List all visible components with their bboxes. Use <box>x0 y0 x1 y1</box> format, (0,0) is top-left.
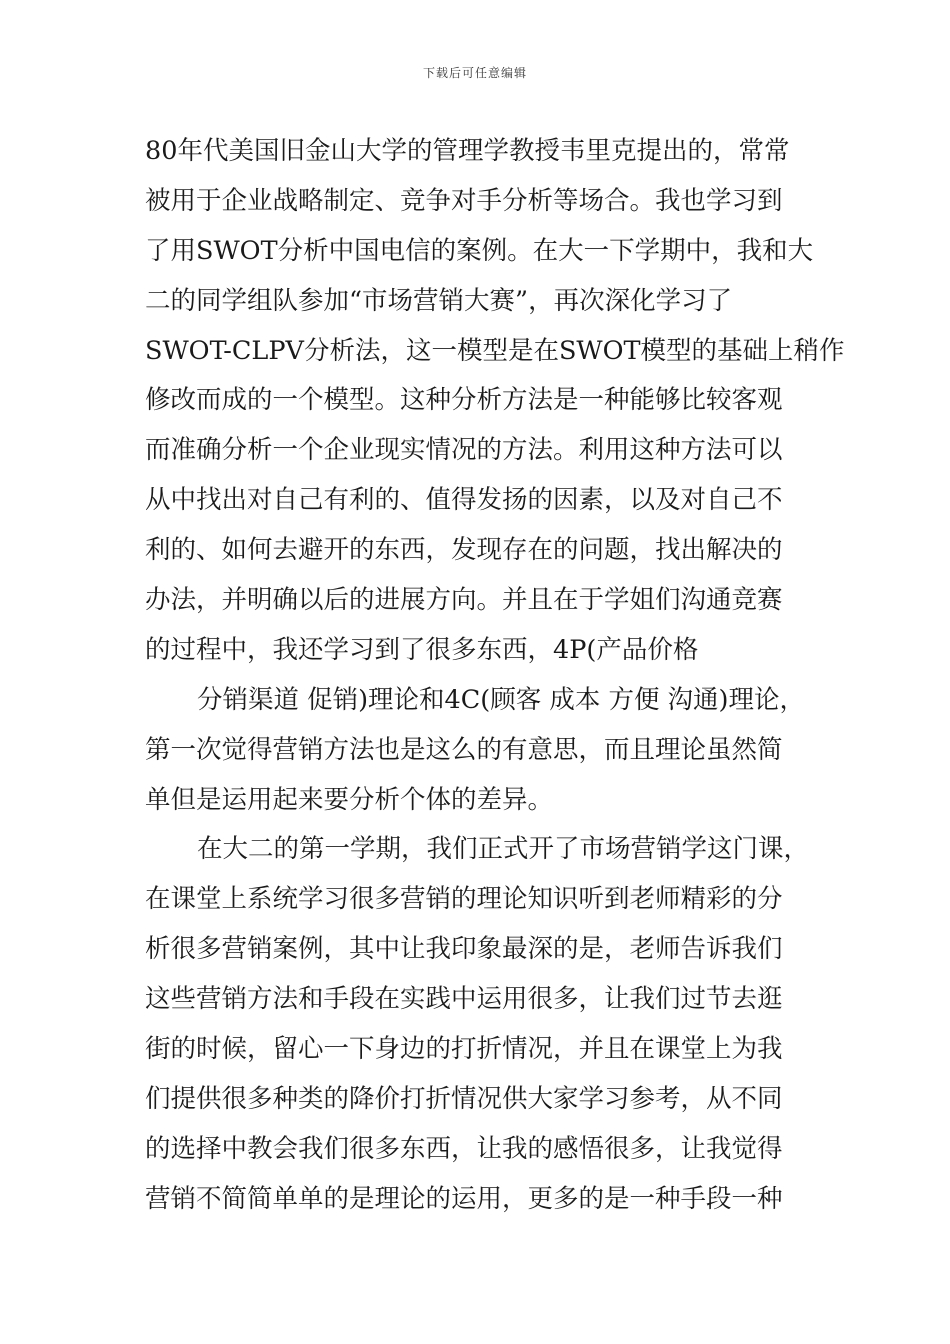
text-line: 办法，并明确以后的进展方向。并且在于学姐们沟通竞赛 <box>145 585 783 616</box>
text-line: 在课堂上系统学习很多营销的理论知识听到老师精彩的分 <box>145 884 783 915</box>
text-line: 被用于企业战略制定、竞争对手分析等场合。我也学习到 <box>145 185 783 216</box>
document-body <box>145 127 845 1225</box>
text-line: 街的时候，留心一下身边的打折情况，并且在课堂上为我 <box>145 1034 783 1065</box>
text-line: 从中找出对自己有利的、值得发扬的因素，以及对自己不 <box>145 485 783 516</box>
text-line: SWOT-CLPV分析法，这一模型是在SWOT模型的基础上稍作 <box>145 335 845 366</box>
text-line: 析很多营销案例，其中让我印象最深的是，老师告诉我们 <box>145 934 783 965</box>
page-header: 下载后可任意编辑 <box>422 66 527 80</box>
text-line: 们提供很多种类的降价打折情况供大家学习参考，从不同 <box>145 1083 783 1114</box>
text-line: 这些营销方法和手段在实践中运用很多，让我们过节去逛 <box>145 984 783 1015</box>
text-line: 利的、如何去避开的东西，发现存在的问题，找出解决的 <box>145 535 783 566</box>
text-line: 营销不简简单单的是理论的运用，更多的是一种手段一种 <box>145 1183 783 1214</box>
text-line: 第一次觉得营销方法也是这么的有意思，而且理论虽然简 <box>145 734 783 765</box>
text-line: 的选择中教会我们很多东西，让我的感悟很多，让我觉得 <box>145 1133 783 1164</box>
text-line: 单但是运用起来要分析个体的差异。 <box>145 784 554 815</box>
text-line: 分销渠道 促销)理论和4C(顾客 成本 方便 沟通)理论， <box>197 684 806 715</box>
text-line: 了用SWOT分析中国电信的案例。在大一下学期中，我和大 <box>145 235 814 266</box>
text-line: 80年代美国旧金山大学的管理学教授韦里克提出的，常常 <box>145 136 790 166</box>
text-line: 二的同学组队参加“市场营销大赛”，再次深化学习了 <box>145 285 733 316</box>
text-line: 的过程中，我还学习到了很多东西，4P(产品价格 <box>145 634 699 665</box>
text-line: 而准确分析一个企业现实情况的方法。利用这种方法可以 <box>145 435 783 466</box>
text-line: 在大二的第一学期，我们正式开了市场营销学这门课， <box>197 834 810 865</box>
text-line: 修改而成的一个模型。这种分析方法是一种能够比较客观 <box>145 385 783 416</box>
